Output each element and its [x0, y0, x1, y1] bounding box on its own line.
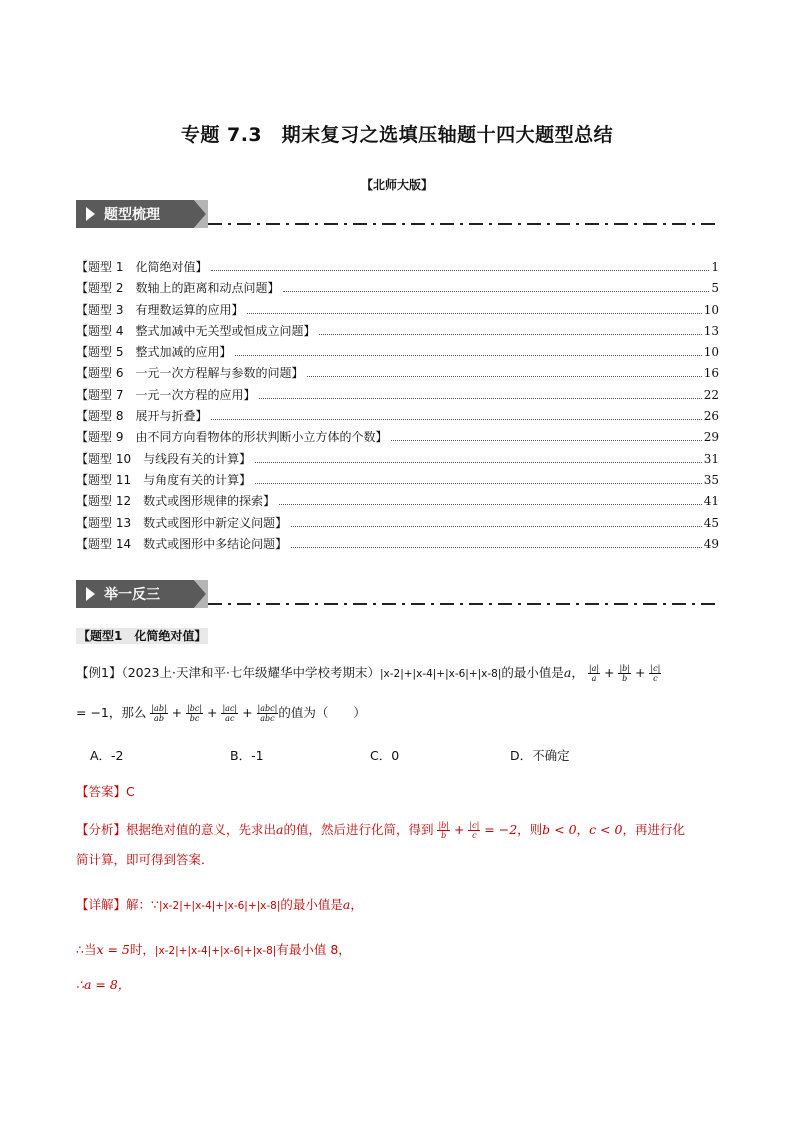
detail-text: 解：∵	[126, 897, 159, 912]
toc-entry-label: 【题型 9 由不同方向看物体的形状判断小立方体的个数】	[76, 430, 388, 445]
example-question-line1: 【例1】（2023上·天津和平·七年级耀华中学校考期末）|x-2|+|x-4|+|x-6|+|x-8|的最小值是a， $\frac{|a|}{a}$ + $\frac{|b|}{b}$ + $\frac{|c|}{c}$	[76, 664, 661, 683]
toc-entry-label: 【题型 11 与角度有关的计算】	[76, 472, 252, 487]
table-of-contents	[76, 258, 719, 556]
fraction-abs-c: $\frac{|c|}{c}$	[650, 664, 661, 683]
abs-expression: |x-2|+|x-4|+|x-6|+|x-8|	[379, 668, 502, 680]
section-label-practice: 举一反三	[104, 587, 160, 603]
toc-dot-leader	[291, 526, 702, 527]
toc-entry[interactable]	[76, 428, 719, 449]
fraction-abs-a: $\frac{|a|}{a}$	[588, 664, 600, 683]
toc-entry-label: 【题型 3 有理数运算的应用】	[76, 302, 244, 317]
option-b: B．-1	[230, 748, 264, 763]
fraction-abs-b: $\frac{|b|}{b}$	[619, 664, 630, 683]
page-title: 专题 7.3 期末复习之选填压轴题十四大题型总结	[180, 124, 614, 146]
toc-entry[interactable]	[76, 407, 719, 428]
topic-heading-label: 【题型1 化简绝对值】	[78, 629, 207, 643]
detail-tag: 【详解】	[76, 897, 127, 912]
section-label-review: 题型梳理	[104, 207, 160, 223]
toc-entry-page: 13	[703, 323, 719, 338]
detail-math: ∴a = 8，	[76, 977, 131, 992]
toc-dot-leader	[283, 291, 709, 292]
toc-dot-leader	[319, 334, 701, 335]
toc-entry-page: 29	[703, 430, 719, 445]
section-banner-graphic	[76, 200, 719, 228]
example-question-line2: = −1，那么 $\frac{|ab|}{ab}$ + $\frac{|bc|}{bc}$ + $\frac{|ac|}{ac}$ + $\frac{\text{|abc|}}{\text{abc}}$ 的值为（ ）	[76, 704, 366, 723]
toc-dot-leader	[391, 440, 701, 441]
toc-entry-label: 【题型 6 一元一次方程解与参数的问题】	[76, 366, 304, 381]
fraction-abs-c: $\frac{|c|}{c}$	[469, 821, 480, 840]
toc-entry-label: 【题型 2 数轴上的距离和动点问题】	[76, 281, 280, 296]
question-tail: 的值为（ ）	[278, 705, 366, 720]
toc-entry[interactable]	[76, 258, 719, 279]
toc-dot-leader	[307, 376, 701, 377]
detail-text: ，	[350, 897, 363, 912]
detail-text: ∴当	[76, 942, 97, 957]
toc-entry[interactable]	[76, 450, 719, 471]
toc-entry-page: 1	[711, 260, 719, 274]
toc-entry[interactable]	[76, 322, 719, 343]
example-tag: 【例1】	[76, 665, 122, 680]
analysis-line1: 【分析】根据绝对值的意义，先求出a的值，然后进行化简，得到 $\frac{|b|}{b}$ + $\frac{|c|}{c}$ = −2，则b < 0，c < 0，再进行化	[76, 821, 685, 840]
option-c: C．0	[370, 748, 400, 763]
detail-text: 的最小值是	[280, 897, 343, 912]
abs-expression: |x-2|+|x-4|+|x-6|+|x-8|	[158, 900, 281, 912]
fraction-abs-abc: $\frac{\text{|abc|}}{\text{abc}}$	[257, 704, 278, 723]
analysis-math: = −2	[484, 822, 518, 837]
fraction-abs-ac: $\frac{|ac|}{ac}$	[222, 704, 238, 723]
analysis-text: ，	[576, 822, 590, 837]
toc-entry[interactable]	[76, 514, 719, 535]
fraction-abs-ab: $\frac{|ab|}{ab}$	[151, 704, 167, 723]
toc-entry-label: 【题型 12 数式或图形规律的探索】	[76, 494, 276, 509]
analysis-math: c < 0	[589, 822, 623, 837]
answer-value: C	[126, 784, 135, 799]
detail-line3	[76, 975, 719, 995]
toc-dot-leader	[235, 355, 701, 356]
var-a: a	[342, 897, 351, 912]
toc-entry-label: 【题型 13 数式或图形中新定义问题】	[76, 515, 288, 530]
var-a: a	[276, 822, 284, 837]
toc-entry-page: 31	[703, 451, 719, 466]
option-a: A．-2	[90, 748, 124, 763]
analysis-text: 根据绝对值的意义，先求出	[126, 822, 277, 837]
toc-entry-page: 16	[703, 366, 719, 381]
option-d: D．不确定	[510, 748, 570, 763]
toc-dot-leader	[247, 313, 701, 314]
toc-entry[interactable]	[76, 492, 719, 513]
toc-entry-page: 35	[703, 472, 719, 487]
toc-entry-page: 41	[703, 494, 719, 509]
toc-entry[interactable]	[76, 301, 719, 322]
analysis-text: ，再进行化	[622, 822, 685, 837]
toc-dot-leader	[211, 419, 701, 420]
section-banner-graphic	[76, 580, 719, 608]
answer-tag: 【答案】	[76, 784, 127, 799]
detail-text: 时，	[129, 942, 155, 957]
toc-entry-label: 【题型 1 化简绝对值】	[76, 260, 208, 274]
toc-dot-leader	[279, 504, 702, 505]
toc-entry-page: 10	[703, 302, 719, 317]
topic-heading	[76, 625, 208, 644]
toc-entry[interactable]	[76, 279, 719, 300]
detail-math: x = 5	[96, 942, 130, 957]
toc-dot-leader	[255, 462, 702, 463]
section-header-practice	[76, 580, 719, 608]
toc-entry[interactable]	[76, 471, 719, 492]
toc-entry-page: 5	[711, 281, 719, 296]
toc-entry-page: 45	[703, 515, 719, 530]
toc-entry[interactable]	[76, 535, 719, 556]
detail-line2	[76, 940, 719, 961]
toc-entry-page: 26	[703, 409, 719, 424]
toc-dot-leader	[259, 398, 701, 399]
analysis-text: ，则	[517, 822, 543, 837]
analysis-math: b < 0	[542, 822, 577, 837]
toc-entry-page: 10	[703, 345, 719, 360]
analysis-line2: 简计算，即可得到答案．	[76, 852, 214, 867]
toc-entry-label: 【题型 14 数式或图形中多结论问题】	[76, 536, 288, 551]
question-text: 的最小值是	[501, 665, 564, 680]
answer-options	[90, 746, 650, 764]
toc-entry-label: 【题型 7 一元一次方程的应用】	[76, 387, 256, 402]
edition-subtitle: 【北师大版】	[360, 178, 433, 192]
section-header-review	[76, 200, 719, 228]
fraction-abs-b: $\frac{|b|}{b}$	[438, 821, 449, 840]
toc-entry[interactable]	[76, 343, 719, 364]
toc-entry[interactable]	[76, 364, 719, 385]
abs-expression: |x-2|+|x-4|+|x-6|+|x-8|	[154, 945, 277, 957]
toc-entry-label: 【题型 4 整式加减中无关型或恒成立问题】	[76, 323, 316, 338]
toc-entry-label: 【题型 8 展开与折叠】	[76, 409, 208, 424]
toc-entry[interactable]	[76, 386, 719, 407]
fraction-abs-bc: $\frac{|bc|}{bc}$	[187, 704, 203, 723]
toc-entry-label: 【题型 5 整式加减的应用】	[76, 345, 232, 360]
detail-text: 有最小值 8，	[276, 942, 351, 957]
toc-entry-label: 【题型 10 与线段有关的计算】	[76, 451, 252, 466]
toc-dot-leader	[291, 547, 702, 548]
toc-dot-leader	[211, 270, 709, 271]
analysis-text: 的值，然后进行化简，得到	[283, 822, 434, 837]
toc-entry-page: 49	[703, 536, 719, 551]
var-a: a	[563, 665, 572, 680]
equation-text: = −1，那么	[76, 705, 147, 720]
example-source: （2023上·天津和平·七年级耀华中学校考期末）	[121, 665, 380, 680]
toc-dot-leader	[255, 483, 702, 484]
comma: ，	[571, 665, 584, 680]
toc-entry-page: 22	[703, 387, 719, 402]
analysis-tag: 【分析】	[76, 822, 127, 837]
detail-line1	[76, 895, 719, 916]
answer-line	[76, 782, 719, 802]
